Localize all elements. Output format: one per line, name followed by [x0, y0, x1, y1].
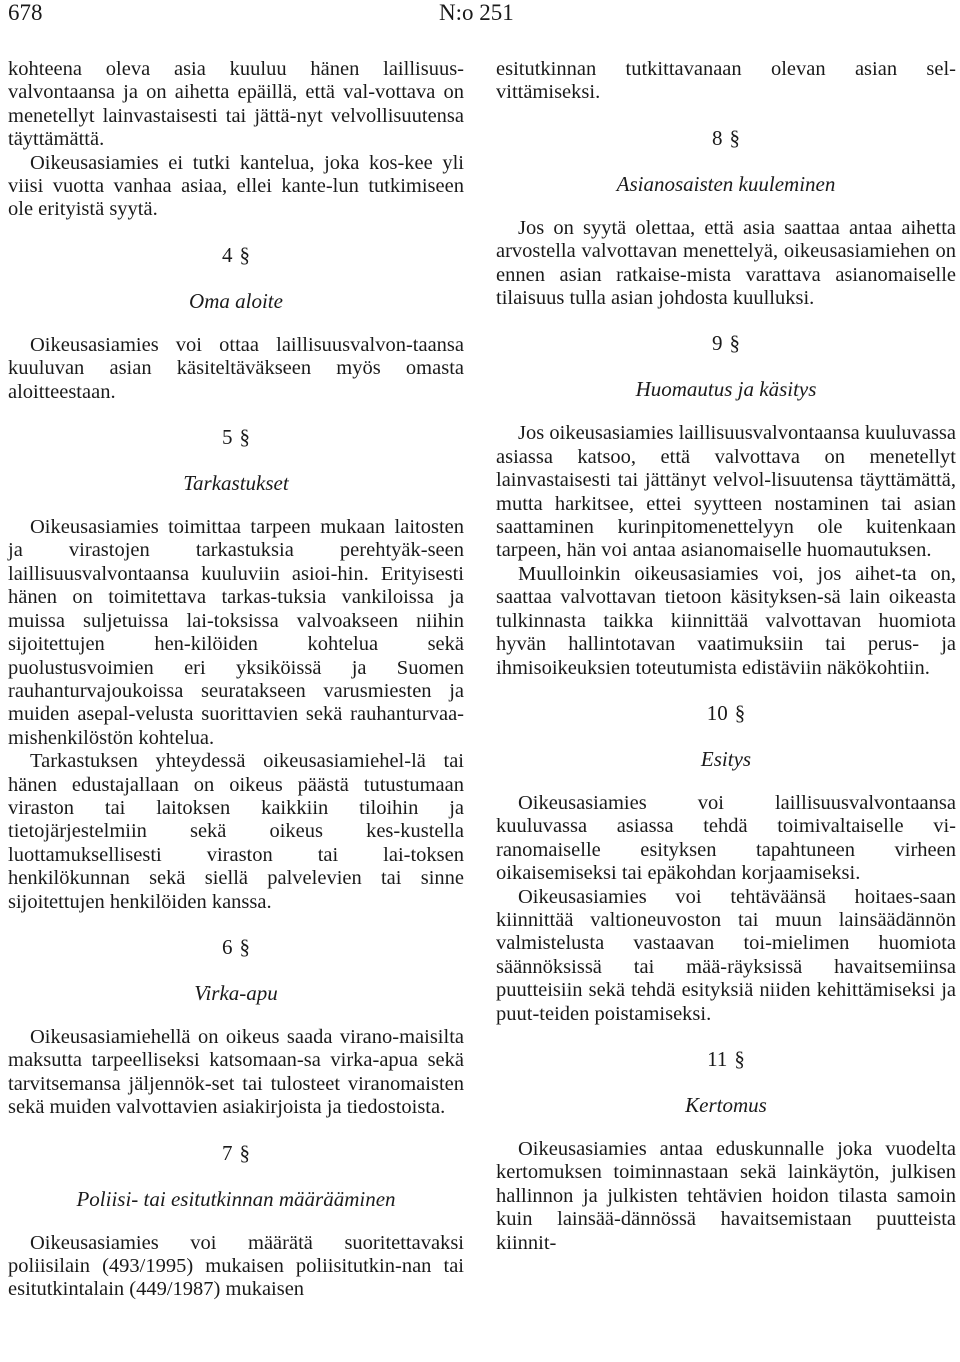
section-number: 10 §: [706, 700, 746, 725]
section-title: Virka-apu: [194, 980, 278, 1005]
section-number: 11 §: [707, 1046, 745, 1071]
body-paragraph: kohteena oleva asia kuuluu hänen laillisuus-valvontaansa ja on aihetta epäillä, että val-vottava on menetellyt lainvastaisesti tai jättä-nyt velvollisuutensa täyttämättä.: [8, 58, 464, 151]
section-number: 5 §: [222, 425, 250, 450]
section-title: Esitys: [700, 746, 752, 771]
section-title: Huomautus ja käsitys: [635, 377, 817, 402]
body-paragraph: Oikeusasiamies voi laillisuusvalvontaansa kuuluvassa asiassa tehdä toimivaltaiselle vi-ranomaiselle esityksen tapahtuneen virheen oikaisemiseksi tai epäkohdan korjaamiseksi.: [496, 791, 956, 885]
section-title: Kertomus: [685, 1092, 767, 1117]
section-title: Poliisi- tai esitutkinnan määrääminen: [76, 1186, 396, 1211]
section-number: 8 §: [712, 125, 740, 150]
issue-number: N:o 251: [439, 0, 514, 25]
body-paragraph: Oikeusasiamies ei tutki kantelua, joka kos-kee yli viisi vuotta vanhaa asiaa, ellei kante-lun tutkimiseen ole erityistä syytä.: [8, 151, 464, 221]
section-number: 6 §: [222, 934, 250, 959]
body-paragraph: Jos on syytä olettaa, että asia saattaa antaa aihetta arvostella valvottavan menettelyä, oikeusasiamiehen on ennen asian ratkaise-mista varattava asianomaiselle tilaisuus tulla asian johdosta kuulluksi.: [496, 216, 956, 310]
section-title: Oma aloite: [189, 288, 283, 313]
left-column: [8, 58, 464, 1302]
section-title: Asianosaisten kuuleminen: [616, 171, 836, 196]
section-number: 9 §: [712, 331, 740, 356]
right-column: [496, 58, 956, 1255]
body-paragraph: Muulloinkin oikeusasiamies voi, jos aihet-ta on, saattaa valvottavan tietoon käsityksen-sä lain oikeasta tulkinnasta taikka kiinnittää valvottavan huomiota hyvän hallintotavan vaatimuksiin tai perus- ja ihmisoikeuksien toteutumista edistäviin näkökohtiin.: [496, 562, 956, 679]
body-paragraph: esitutkinnan tutkittavanaan olevan asian sel-vittämiseksi.: [496, 58, 956, 104]
body-paragraph: Oikeusasiamiehellä on oikeus saada virano-maisilta maksutta tarpeelliseksi katsomaan-sa virka-apua sekä tarvitsemansa jäljennök-set tai tulosteet viranomaisten sekä muiden valvottavien asiakirjoista ja tiedostoista.: [8, 1025, 464, 1119]
body-paragraph: Oikeusasiamies voi määrätä suoritettavaksi poliisilain (493/1995) mukaisen poliisitutkin-nan tai esitutkintalain (449/1987) mukaisen: [8, 1231, 464, 1301]
page-number: 678: [8, 0, 43, 25]
body-paragraph: Oikeusasiamies antaa eduskunnalle joka vuodelta kertomuksen toiminnastaan sekä lainkäytön, julkisen hallinnon ja julkisten tehtävien hoidon tilasta samoin kuin lainsää-dännössä havaitsemistaan puutteista kiinnit-: [496, 1137, 956, 1254]
body-paragraph: Oikeusasiamies voi ottaa laillisuusvalvon-taansa kuuluvan asian käsiteltäväkseen myös omasta aloitteestaan.: [8, 333, 464, 403]
section-number: 7 §: [222, 1140, 250, 1165]
body-paragraph: Oikeusasiamies voi tehtäväänsä hoitaes-saan kiinnittää valtioneuvoston tai muun lainsäädännön valmistelusta vastaavan toi-mielimen huomiota säännöksissä tai mää-räyksissä havaitsemiinsa puutteisiin sekä tehdä esityksiä niiden kehittämiseksi ja puut-teiden poistamiseksi.: [496, 885, 956, 1025]
body-paragraph: Jos oikeusasiamies laillisuusvalvontaansa kuuluvassa asiassa katsoo, että valvottava on menetellyt lainvastaisesti tai jättänyt velvol-lisuutensa täyttämättä, mutta harkitsee, ettei syytteen nostaminen tai asian saattaminen kurinpitomenettelyyn ole kuitenkaan tarpeen, hän voi antaa asianomaiselle huomautuksen.: [496, 422, 956, 562]
section-title: Tarkastukset: [183, 471, 289, 496]
body-paragraph: Oikeusasiamies toimittaa tarpeen mukaan laitosten ja virastojen tarkastuksia perehtyäk-seen laillisuusvalvontaansa kuuluviin asioi-hin. Erityisesti hänen on toimitettava tarkas-tuksia vankiloissa ja muissa suljetuissa lai-toksissa valvoakseen niihin sijoitettujen hen-kilöiden kohtelua sekä puolustusvoimien eri yksiköissä ja Suomen rauhanturvajoukoissa seuratakseen varusmiesten ja muiden asepal-velusta suorittavien sekä rauhanturvaa-mishenkilöstön kohtelua.: [8, 516, 464, 749]
section-number: 4 §: [222, 242, 250, 267]
page-header: [0, 0, 960, 30]
body-paragraph: Tarkastuksen yhteydessä oikeusasiamiehel-lä tai hänen edustajallaan on oikeus päästä tutustumaan viraston tai laitoksen kaikkiin tiloihin ja tietojärjestelmiin sekä oikeus kes-kustella luottamuksellisesti viraston tai lai-toksen henkilökunnan sekä siellä palvelevien tai sinne sijoitettujen henkilöiden kanssa.: [8, 750, 464, 913]
